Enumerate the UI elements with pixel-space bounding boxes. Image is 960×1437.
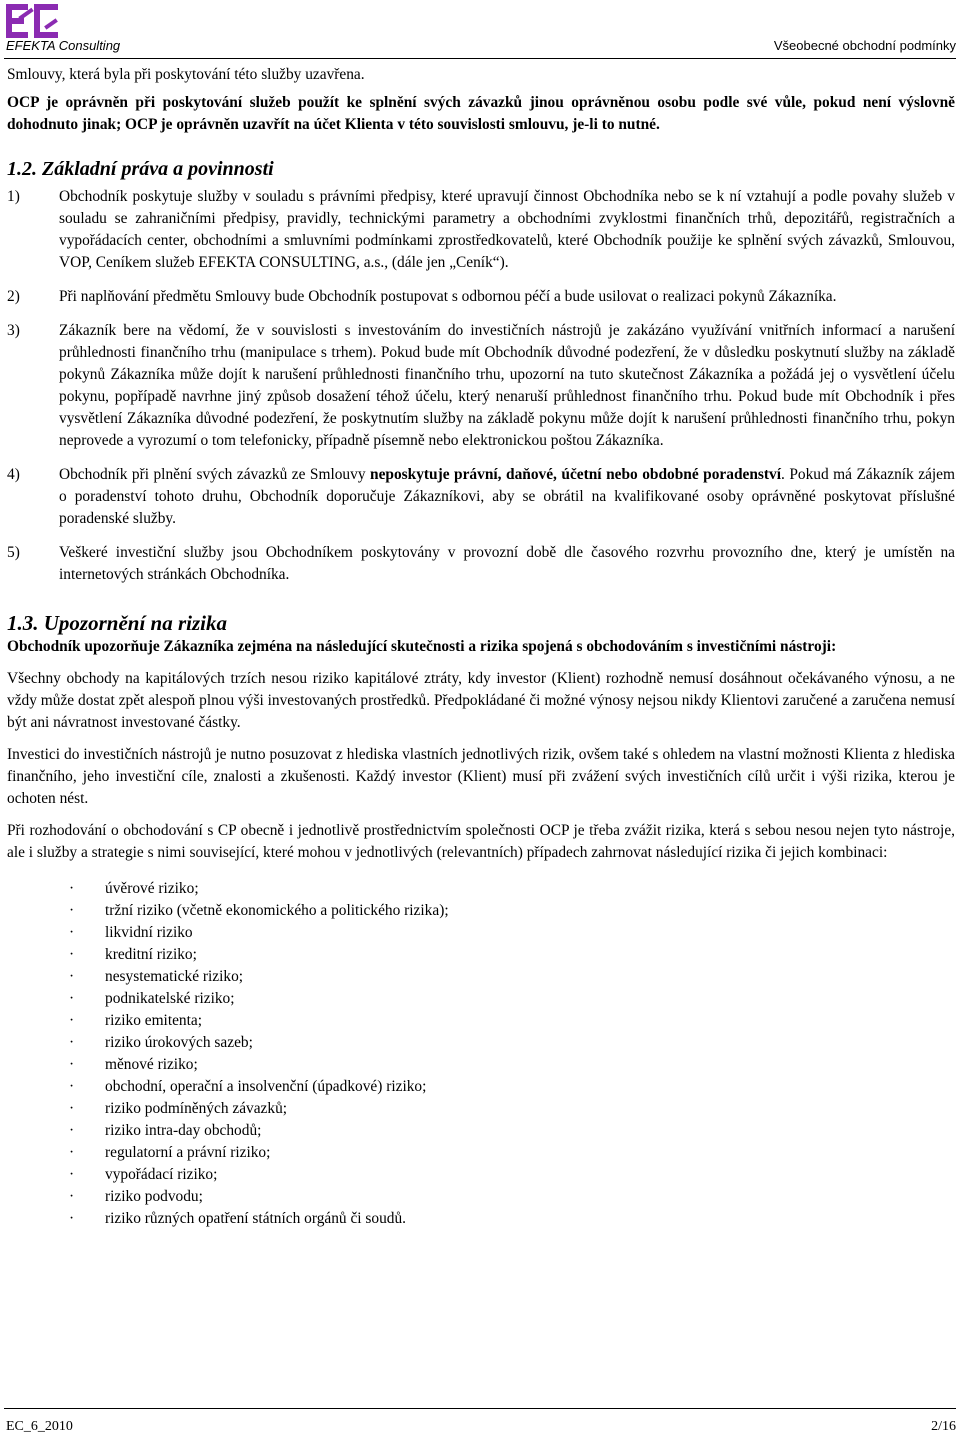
- risk-paragraph: Při rozhodování o obchodování s CP obecně i jednotlivě prostřednictvím společnosti OCP je třeba zvážit rizika, která s sebou nesou nejen tyto nástroje, ale i služby a strategie s nimi související, které mohou v jednotlivých (relevantních) případech zahrnovat následující rizika či jejich kombinaci:: [7, 822, 955, 861]
- bullet-icon: ·: [69, 946, 75, 963]
- risk-item: · obchodní, operační a insolvenční (úpadkové) riziko;: [7, 1076, 955, 1098]
- risk-item: · riziko emitenta;: [7, 1010, 955, 1032]
- list-item: 3) Zákazník bere na vědomí, že v souvislosti s investováním do investičních nástrojů je zakázáno využívání vnitřních informací a narušení průhlednosti finančního trhu (manipulace s trhem). Pokud bude mít Obchodník důvodné podezření, že v důsledku poskytnutí služby na základě pokynů Zákazníka může dojít k narušení průhlednosti finančního trhu, upozorní na tuto skutečnost Zákazníka a požádá jej o vysvětlení účelu pokynu, popřípadě navrhne jiný způsob dosažení téhož účelu, který nenaruší průhlednost finančního trhu. Pokud bude mít Obchodník i přes vysvětlení Zákazníka důvodné podezření, že poskytnutím služby na základě pokynu může dojít k narušení průhlednosti finančního trhu, pokyn neprovede a vyrozumí o tom telefonicky, případně písemně nebo elektronickou poštou Zákazníka.: [7, 322, 955, 449]
- risk-item: · riziko různých opatření státních orgánů či soudů.: [7, 1208, 955, 1230]
- risk-item: · nesystematické riziko;: [7, 966, 955, 988]
- bullet-icon: ·: [69, 1056, 75, 1073]
- list-item: 4) Obchodník při plnění svých závazků ze Smlouvy neposkytuje právní, daňové, účetní nebo obdobné poradenství. Pokud má Zákazník zájem o poradenství tohoto druhu, Obchodník doporučuje Zákazníkovi, aby se obrátil na kvalifikované osoby oprávněné poskytovat příslušné poradenské služby.: [7, 466, 955, 527]
- bullet-icon: ·: [69, 990, 75, 1007]
- brand-name: EFEKTA Consulting: [6, 38, 121, 53]
- list-item: 5) Veškeré investiční služby jsou Obchodníkem poskytovány v provozní době dle časového rozvrhu provozního dne, který je umístěn na internetových stránkách Obchodníka.: [7, 544, 955, 583]
- bullet-icon: ·: [69, 1144, 75, 1161]
- risk-item: · úvěrové riziko;: [7, 878, 955, 900]
- page-footer: [4, 1408, 956, 1434]
- risk-item: · tržní riziko (včetně ekonomického a politického rizika);: [7, 900, 955, 922]
- list-item: 2) Při naplňování předmětu Smlouvy bude Obchodník postupovat s odbornou péčí a bude usilovat o realizaci pokynů Zákazníka.: [7, 288, 837, 305]
- bullet-icon: ·: [69, 1100, 75, 1117]
- bullet-icon: ·: [69, 924, 75, 941]
- bullet-icon: ·: [69, 1012, 75, 1029]
- risk-item: · riziko intra-day obchodů;: [7, 1120, 955, 1142]
- section-heading-1-3: 1.3. Upozornění na rizika: [7, 611, 227, 635]
- risk-item: · riziko podvodu;: [7, 1186, 955, 1208]
- bullet-icon: ·: [69, 1210, 75, 1227]
- section-heading-1-2: 1.2. Základní práva a povinnosti: [7, 158, 274, 180]
- risk-lead: Obchodník upozorňuje Zákazníka zejména na následující skutečnosti a rizika spojená s obchodováním s investičními nástroji:: [7, 638, 837, 655]
- risk-item: · kreditní riziko;: [7, 944, 955, 966]
- bullet-icon: ·: [69, 1034, 75, 1051]
- risk-list: [7, 878, 955, 1230]
- risk-item: · riziko podmíněných závazků;: [7, 1098, 955, 1120]
- risk-paragraph: Investici do investičních nástrojů je nutno posuzovat z hlediska vlastních jednotlivých rizik, ovšem také s ohledem na vlastní možnosti Klienta z hlediska finančního, jeho investiční cíle, znalosti a zkušenosti. Každý investor (Klient) musí při zvážení svých investičních cílů určit i výši rizika, kterou je ochoten nést.: [7, 746, 955, 807]
- ocp-paragraph: OCP je oprávněn při poskytování služeb použít ke splnění svých závazků jinou oprávněnou osobu podle své vůle, pokud není výslovně dohodnuto jinak; OCP je oprávněn uzavřít na účet Klienta v této souvislosti smlouvu, je-li to nutné.: [7, 94, 955, 133]
- bullet-icon: ·: [69, 1122, 75, 1139]
- intro-line: Smlouvy, která byla při poskytování této služby uzavřena.: [7, 66, 365, 83]
- page-number: 2/16: [931, 1419, 956, 1434]
- risk-item: · měnové riziko;: [7, 1054, 955, 1076]
- risk-item: · likvidní riziko: [7, 922, 955, 944]
- risk-item: · riziko úrokových sazeb;: [7, 1032, 955, 1054]
- bullet-icon: ·: [69, 968, 75, 985]
- document-body: [7, 64, 955, 1230]
- bullet-icon: ·: [69, 1078, 75, 1095]
- page-header: [4, 0, 956, 59]
- risk-paragraph: Všechny obchody na kapitálových trzích nesou riziko kapitálové ztráty, kdy investor (Klient) rozhodně nemusí dosáhnout očekávaného výnosu, a ne vždy může dostat zpět alespoň plnou výši investovaných prostředků. Předpokládané či možné výnosy nejsou nikdy Klientovi zaručené a zaručena nemusí být ani návratnost investované částky.: [7, 670, 955, 731]
- bullet-icon: ·: [69, 1188, 75, 1205]
- document-title: Všeobecné obchodní podmínky: [773, 38, 956, 53]
- bullet-icon: ·: [69, 880, 75, 897]
- risk-item: · podnikatelské riziko;: [7, 988, 955, 1010]
- bullet-icon: ·: [69, 902, 75, 919]
- bullet-icon: ·: [69, 1166, 75, 1183]
- efekta-logo-icon: [6, 4, 58, 38]
- risk-item: · vypořádací riziko;: [7, 1164, 955, 1186]
- list-item: 1) Obchodník poskytuje služby v souladu s právními předpisy, které upravují činnost Obchodníka nebo se k ní vztahují a podle povahy služeb v souladu se zahraničními předpisy, pravidly, technickými parametry a obchodními zvyklostmi finančních trhů, depozitářů, registračních a vypořádacích center, obchodními a smluvními podmínkami zprostředkovatelů, které Obchodník použije ke splnění svých závazků, Smlouvou, VOP, Ceníkem služeb EFEKTA CONSULTING, a.s., (dále jen „Ceník“).: [7, 188, 955, 271]
- risk-item: · regulatorní a právní riziko;: [7, 1142, 955, 1164]
- rights-duties-list: [7, 186, 955, 586]
- document-code: EC_6_2010: [6, 1419, 73, 1434]
